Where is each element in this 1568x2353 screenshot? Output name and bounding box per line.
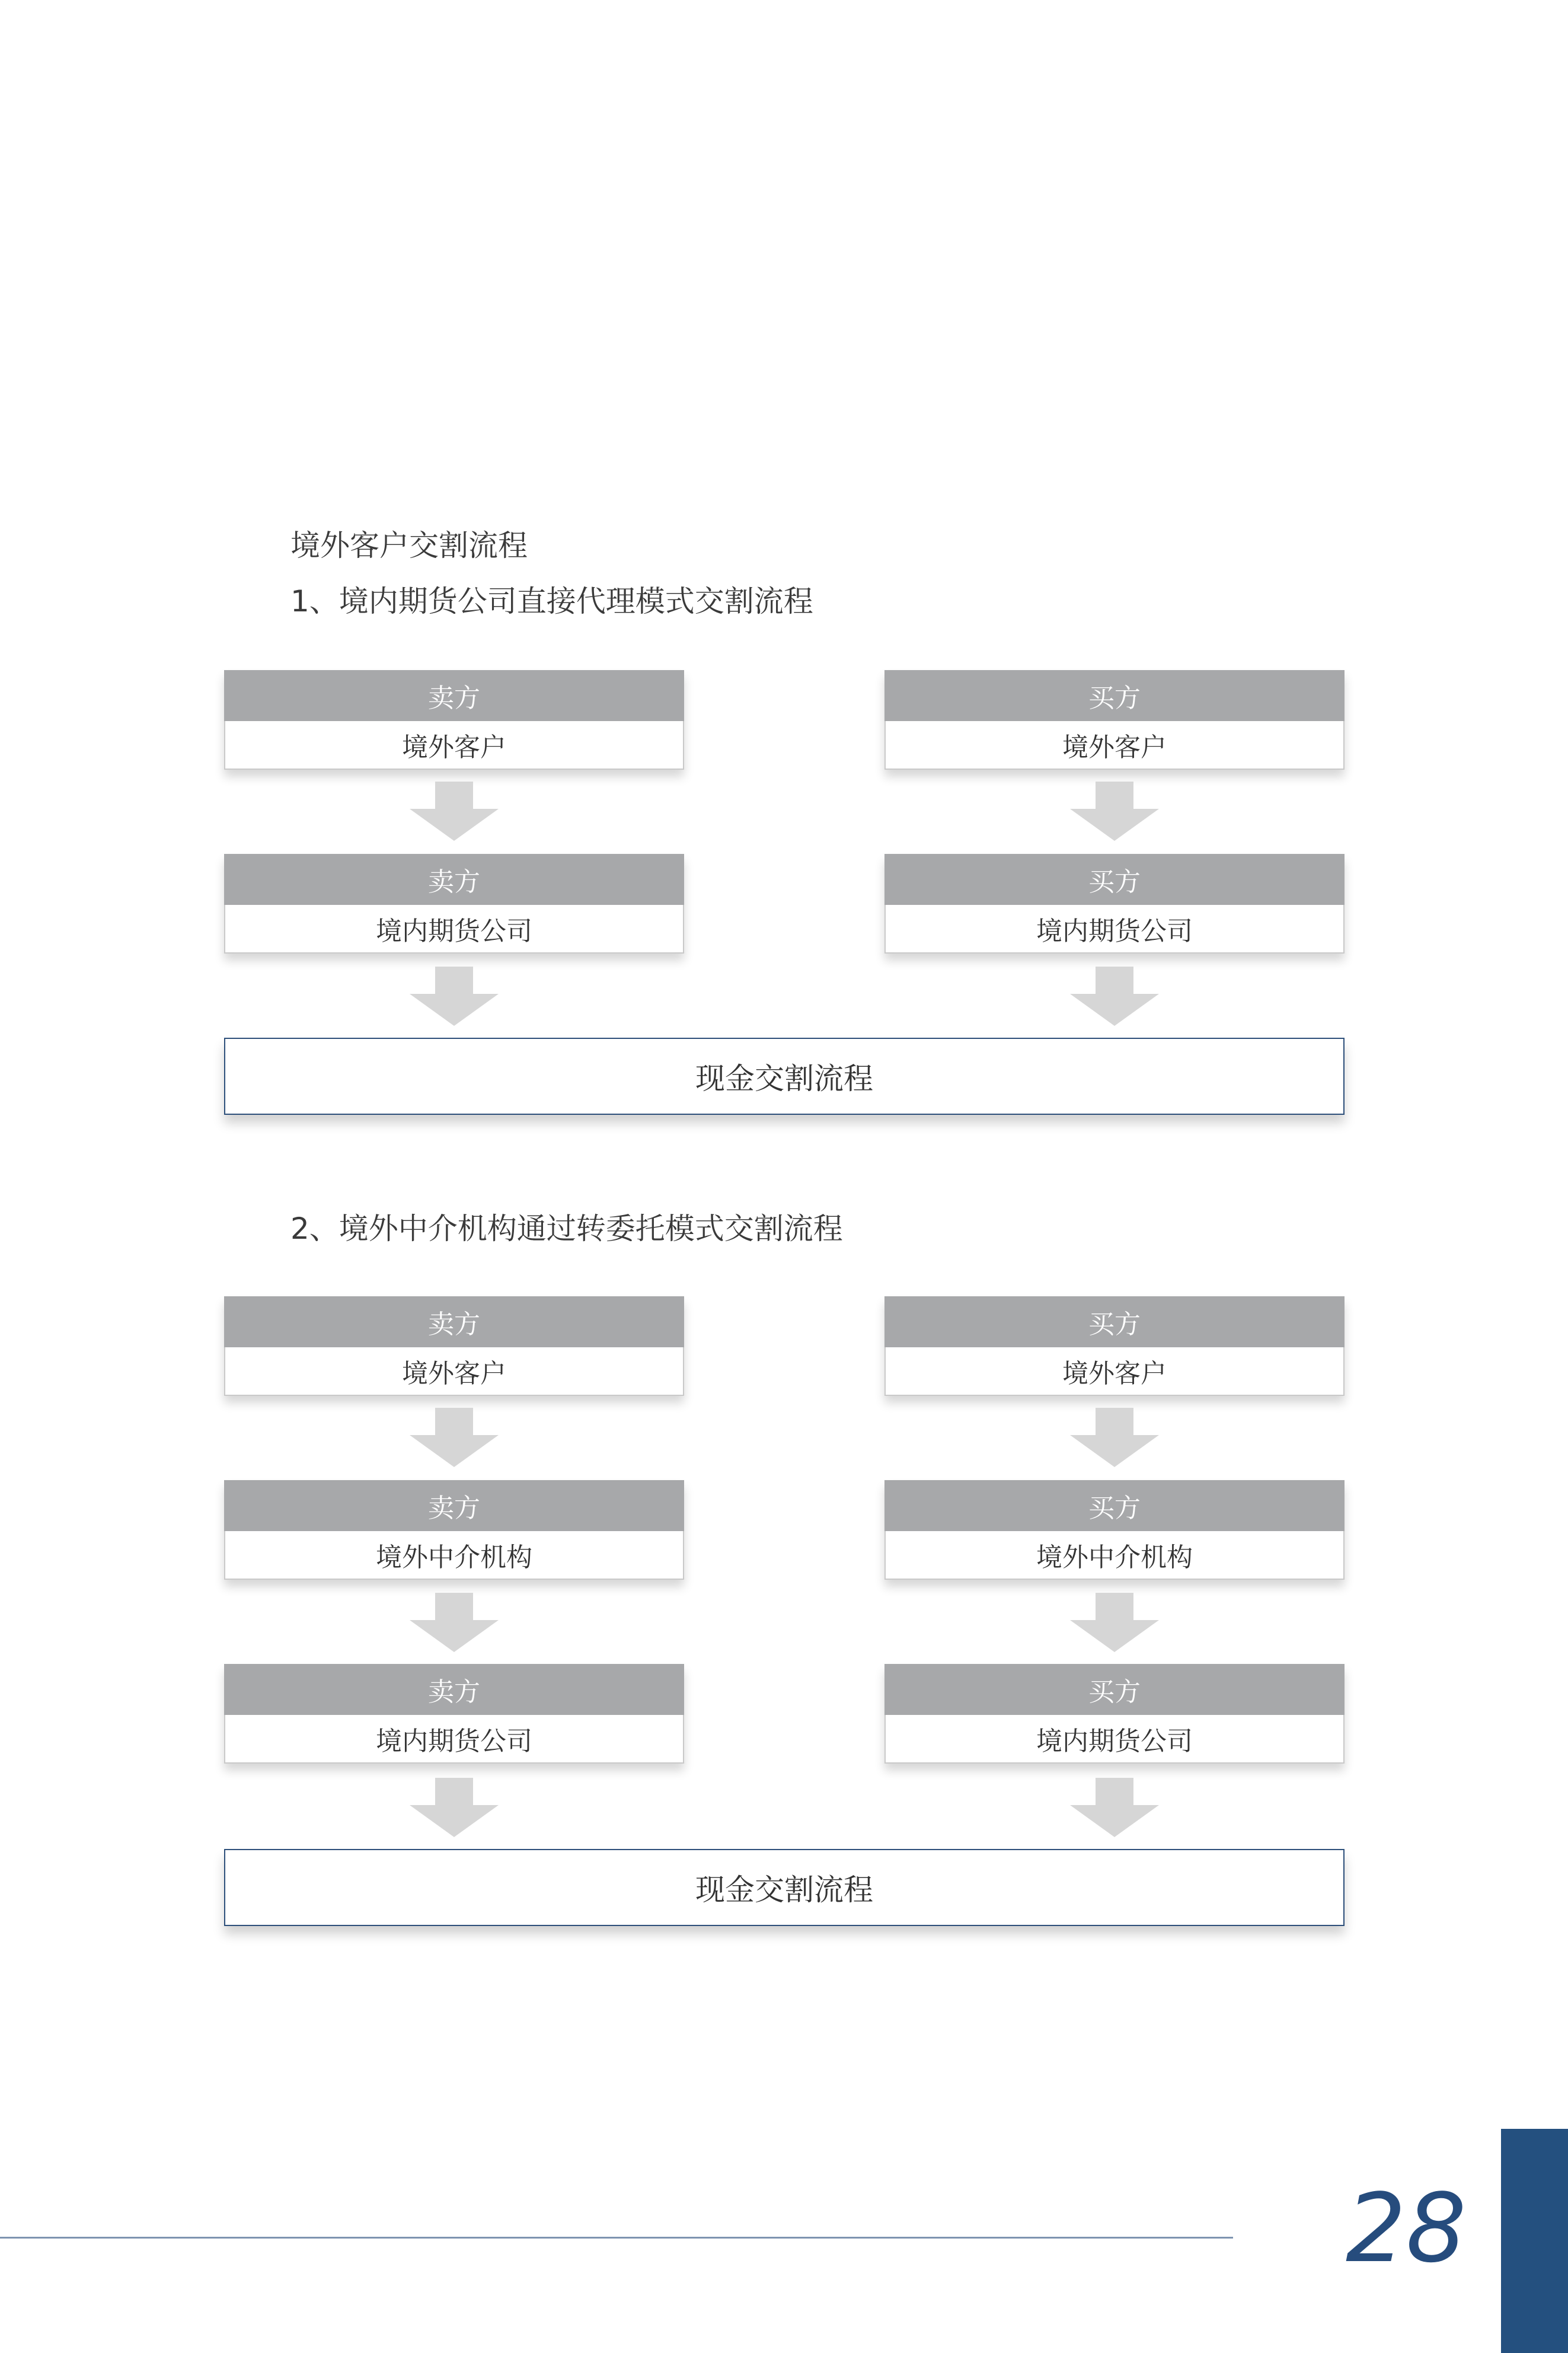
card-name: 境外客户 xyxy=(224,721,684,770)
card-name: 境内期货公司 xyxy=(884,1715,1345,1764)
section-1-heading: 1、境内期货公司直接代理模式交割流程 xyxy=(290,584,813,618)
down-arrow-icon xyxy=(1070,967,1159,1026)
down-arrow-icon xyxy=(410,967,499,1026)
footer-divider xyxy=(0,2237,1233,2239)
footer-accent-bar xyxy=(1501,2129,1568,2353)
card-name: 境内期货公司 xyxy=(224,1715,684,1764)
card-role: 买方 xyxy=(884,1296,1345,1347)
down-arrow-icon xyxy=(410,1778,499,1837)
down-arrow-icon xyxy=(1070,1593,1159,1652)
card-role: 卖方 xyxy=(224,1296,684,1347)
card-name: 境外客户 xyxy=(884,721,1345,770)
s1-seller-card-1 xyxy=(224,670,684,770)
section-2-heading: 2、境外中介机构通过转委托模式交割流程 xyxy=(290,1211,843,1246)
down-arrow-icon xyxy=(1070,1778,1159,1837)
card-role: 买方 xyxy=(884,854,1345,905)
s1-buyer-card-1 xyxy=(884,670,1345,770)
card-name: 境外中介机构 xyxy=(224,1531,684,1580)
card-role: 卖方 xyxy=(224,670,684,721)
card-role: 买方 xyxy=(884,1664,1345,1715)
down-arrow-icon xyxy=(1070,782,1159,841)
card-name: 境外中介机构 xyxy=(884,1531,1345,1580)
s1-buyer-card-2 xyxy=(884,854,1345,954)
s2-process-box: 现金交割流程 xyxy=(224,1849,1345,1926)
card-role: 买方 xyxy=(884,670,1345,721)
s1-seller-card-2 xyxy=(224,854,684,954)
page-number: 28 xyxy=(1346,2173,1467,2284)
card-role: 卖方 xyxy=(224,854,684,905)
card-name: 境外客户 xyxy=(224,1347,684,1396)
card-role: 买方 xyxy=(884,1480,1345,1531)
card-name: 境外客户 xyxy=(884,1347,1345,1396)
s2-seller-card-1 xyxy=(224,1296,684,1396)
card-role: 卖方 xyxy=(224,1664,684,1715)
s2-buyer-card-2 xyxy=(884,1480,1345,1580)
s2-seller-card-3 xyxy=(224,1664,684,1764)
down-arrow-icon xyxy=(1070,1408,1159,1467)
card-name: 境内期货公司 xyxy=(884,905,1345,954)
down-arrow-icon xyxy=(410,1593,499,1652)
s2-seller-card-2 xyxy=(224,1480,684,1580)
s1-process-box: 现金交割流程 xyxy=(224,1038,1345,1115)
s2-buyer-card-3 xyxy=(884,1664,1345,1764)
card-role: 卖方 xyxy=(224,1480,684,1531)
card-name: 境内期货公司 xyxy=(224,905,684,954)
down-arrow-icon xyxy=(410,782,499,841)
s2-buyer-card-1 xyxy=(884,1296,1345,1396)
page-title: 境外客户交割流程 xyxy=(290,528,528,563)
down-arrow-icon xyxy=(410,1408,499,1467)
